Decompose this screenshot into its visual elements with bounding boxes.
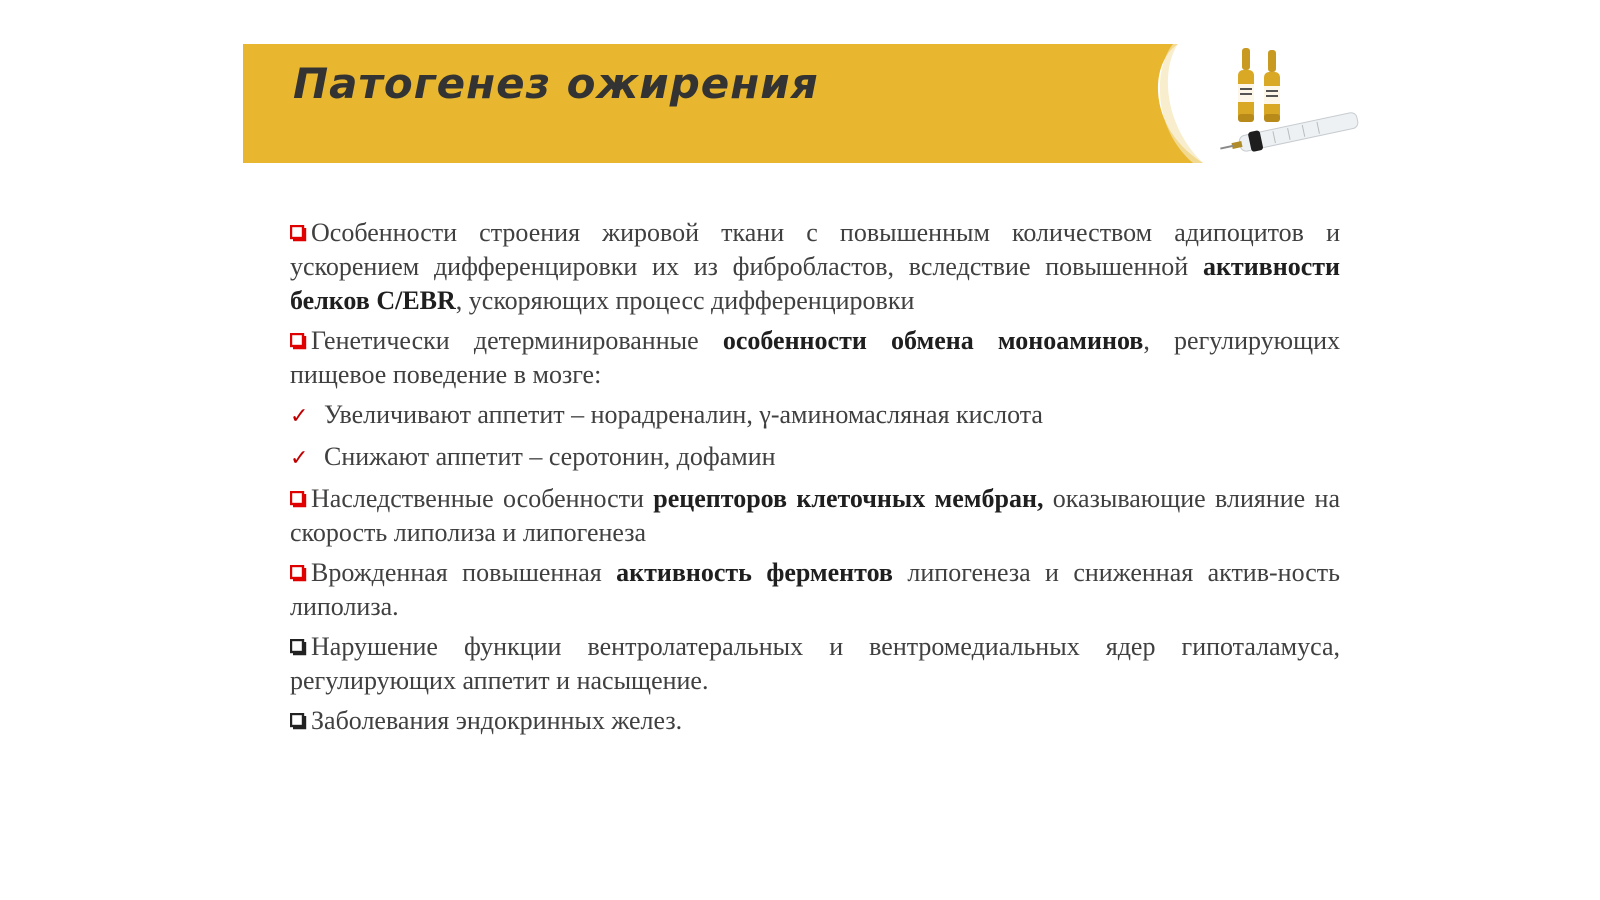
item-text: Увеличивают аппетит – норадреналин, γ-аминомасляная кислота [324,400,1043,429]
checkbox-bullet-icon [290,491,307,508]
item-emphasis: активности белков C/EBR [290,252,1340,315]
item-text: Наследственные особенности [311,484,654,513]
checkmark-icon: ✓ [290,404,309,429]
list-item [290,440,1340,476]
item-text: Снижают аппетит – серотонин, дофамин [324,442,776,471]
item-emphasis: рецепторов клеточных мембран, [653,484,1044,513]
list-item [290,704,1340,738]
checkbox-bullet-icon [290,225,307,242]
checkbox-bullet-icon [290,333,307,350]
item-text: Врожденная повышенная [311,558,617,587]
item-text: липогенеза и сниженная актив-ность липолиза. [290,558,1340,621]
content-body [290,216,1340,744]
item-text: Заболевания эндокринных желез. [311,706,683,735]
list-item [290,482,1340,550]
item-emphasis: активность ферментов [616,558,893,587]
list-item [290,216,1340,318]
item-text: Особенности строения жировой ткани с повышенным количеством адипоцитов и ускорением дифференцировки их из фибробластов, вследствие повышенной [290,218,1340,281]
item-text: Нарушение функции вентролатеральных и вентромедиальных ядер гипоталамуса, регулирующих аппетит и насыщение. [290,632,1340,695]
title-banner [243,44,1367,163]
checkbox-bullet-icon [290,713,307,730]
item-text: , ускоряющих процесс дифференцировки [455,286,915,315]
ampoules-and-syringe-icon [1178,44,1367,163]
checkmark-icon: ✓ [290,446,309,471]
item-emphasis: особенности обмена моноаминов [722,326,1144,355]
checkbox-bullet-icon [290,565,307,582]
list-item [290,398,1340,434]
slide-title: Патогенез ожирения [293,59,819,108]
checkbox-bullet-icon [290,639,307,656]
list-item [290,630,1340,698]
list-item [290,556,1340,624]
item-text: Генетически детерминированные [311,326,723,355]
item-text: оказывающие влияние на скорость липолиза и липогенеза [290,484,1340,547]
list-item [290,324,1340,392]
item-text: , регулирующих пищевое поведение в мозге: [290,326,1340,389]
